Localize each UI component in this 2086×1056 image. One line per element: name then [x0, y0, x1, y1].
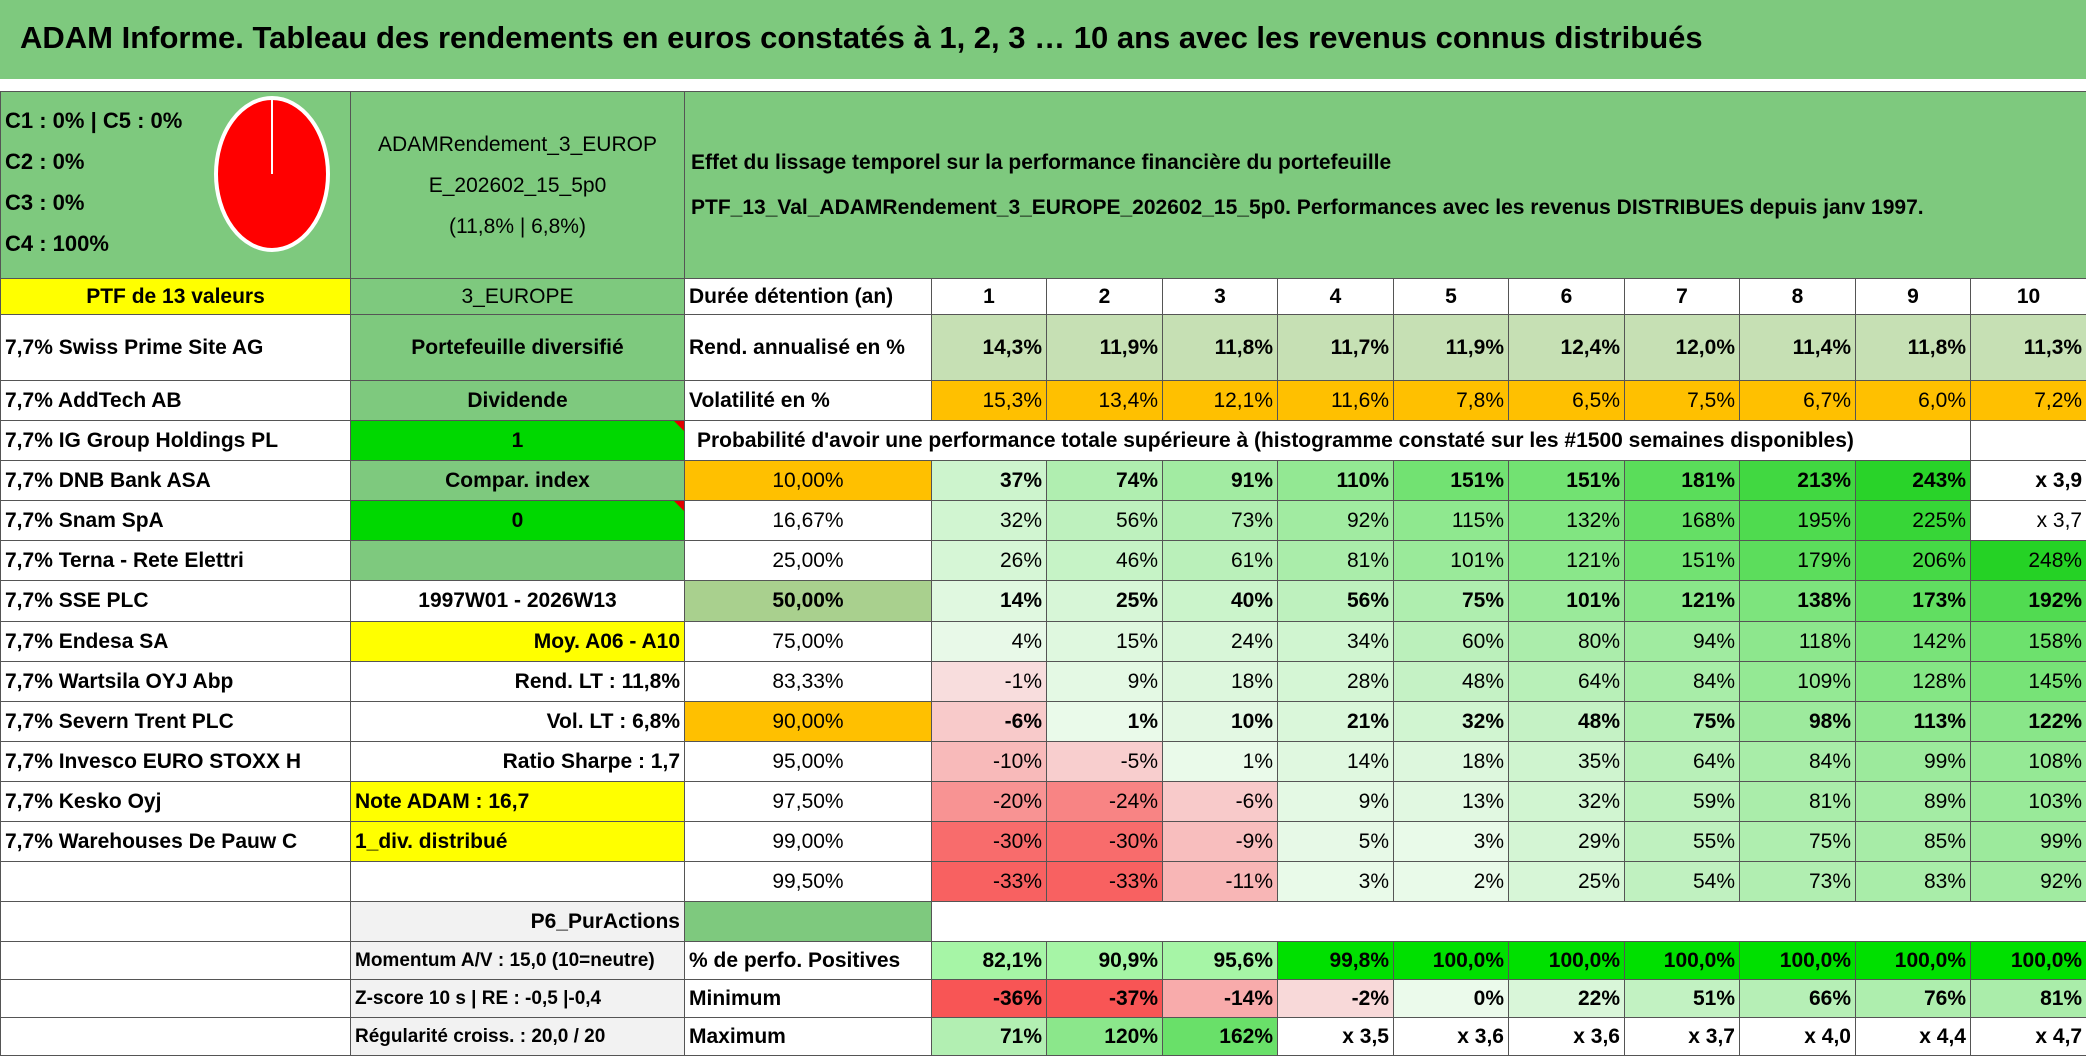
empty-cell [1278, 902, 1394, 942]
probability-value: 73% [1740, 862, 1856, 902]
probability-value: x 3,9 [1971, 461, 2086, 501]
probability-value: 54% [1625, 862, 1740, 902]
probability-value: 132% [1509, 501, 1625, 541]
probability-value: 213% [1740, 461, 1856, 501]
probability-value: 18% [1394, 742, 1509, 782]
rend-label: Rend. annualisé en % [685, 315, 932, 381]
min-value: -2% [1278, 980, 1394, 1018]
description-line2: PTF_13_Val_ADAMRendement_3_EUROPE_202602_15_5p0. Performances avec les revenus DISTRIBUES depuis janv 1997. [691, 185, 2082, 230]
table-row [1, 902, 2086, 942]
probability-value: 56% [1047, 501, 1163, 541]
probability-value: 84% [1740, 742, 1856, 782]
probability-value: 113% [1856, 702, 1971, 742]
probability-value: 158% [1971, 622, 2086, 662]
probability-value: 2% [1394, 862, 1509, 902]
holding-name: 7,7% Snam SpA [1, 501, 351, 541]
pos-value: 100,0% [1509, 942, 1625, 980]
compar-value: 0 [351, 501, 685, 541]
duration-label: Durée détention (an) [685, 279, 932, 315]
vol-lt: Vol. LT : 6,8% [351, 702, 685, 742]
vol-value: 12,1% [1163, 381, 1278, 421]
allocation-line: C2 : 0% [5, 141, 182, 182]
year-header: 4 [1278, 279, 1394, 315]
probability-value: 118% [1740, 622, 1856, 662]
title-bar [0, 0, 2086, 82]
probability-label: Probabilité d'avoir une performance totale supérieure à (histogramme constaté sur les #1500 semaines disponibles) [685, 421, 1971, 461]
probability-value: 94% [1625, 622, 1740, 662]
probability-threshold: 83,33% [685, 662, 932, 702]
probability-value: 121% [1509, 541, 1625, 581]
holding-name: 7,7% Warehouses De Pauw C [1, 822, 351, 862]
description-line1: Effet du lissage temporel sur la performance financière du portefeuille [691, 140, 2082, 185]
table-row [1, 980, 2086, 1018]
pos-value: 100,0% [1740, 942, 1856, 980]
probability-value: 73% [1163, 501, 1278, 541]
probability-value: 101% [1394, 541, 1509, 581]
probability-value: 4% [932, 622, 1047, 662]
rend-value: 11,7% [1278, 315, 1394, 381]
empty-cell [1, 862, 351, 902]
probability-value: 109% [1740, 662, 1856, 702]
compar-label: Compar. index [351, 461, 685, 501]
probability-value: 192% [1971, 581, 2086, 622]
max-value: x 4,7 [1971, 1018, 2086, 1056]
probability-value: 101% [1509, 581, 1625, 622]
probability-threshold: 99,50% [685, 862, 932, 902]
probability-value: 59% [1625, 782, 1740, 822]
rend-value: 12,4% [1509, 315, 1625, 381]
empty-cell [1, 1018, 351, 1056]
vol-value: 15,3% [932, 381, 1047, 421]
table-row [1, 279, 2086, 315]
table-row [1, 942, 2086, 980]
probability-value: 206% [1856, 541, 1971, 581]
min-value: -14% [1163, 980, 1278, 1018]
empty-cell [932, 902, 1047, 942]
portfolio-name-line1: ADAMRendement_3_EUROP [355, 124, 680, 165]
probability-value: 9% [1047, 662, 1163, 702]
probability-value: 115% [1394, 501, 1509, 541]
portfolio-header: PTF de 13 valeurs [1, 279, 351, 315]
allocation-line: C1 : 0% | C5 : 0% [5, 100, 182, 141]
probability-value: 1% [1163, 742, 1278, 782]
probability-value: 91% [1163, 461, 1278, 501]
probability-value: -11% [1163, 862, 1278, 902]
probability-value: 83% [1856, 862, 1971, 902]
empty-green-cell [351, 541, 685, 581]
portfolio-name-line3: (11,8% | 6,8%) [355, 206, 680, 247]
pos-value: 82,1% [932, 942, 1047, 980]
probability-value: -10% [932, 742, 1047, 782]
probability-value: 64% [1509, 662, 1625, 702]
probability-value: 84% [1625, 662, 1740, 702]
probability-threshold: 25,00% [685, 541, 932, 581]
probability-threshold: 99,00% [685, 822, 932, 862]
report-title: ADAM Informe. Tableau des rendements en euros constatés à 1, 2, 3 … 10 ans avec les revenus connus distribués [20, 20, 1703, 56]
portfolio-name-line2: E_202602_15_5p0 [355, 165, 680, 206]
portfolio-type: Portefeuille diversifié [351, 315, 685, 381]
table-row [1, 742, 2086, 782]
holding-name: 7,7% SSE PLC [1, 581, 351, 622]
dividend-label: Dividende [351, 381, 685, 421]
probability-threshold: 97,50% [685, 782, 932, 822]
probability-value: 181% [1625, 461, 1740, 501]
empty-cell [1509, 902, 1625, 942]
min-value: 51% [1625, 980, 1740, 1018]
probability-value: -30% [932, 822, 1047, 862]
min-value: 0% [1394, 980, 1509, 1018]
vol-value: 11,6% [1278, 381, 1394, 421]
zscore: Z-score 10 s | RE : -0,5 |-0,4 [351, 980, 685, 1018]
probability-value: -33% [932, 862, 1047, 902]
year-header: 1 [932, 279, 1047, 315]
pos-value: 100,0% [1971, 942, 2086, 980]
probability-value: 225% [1856, 501, 1971, 541]
moy-label: Moy. A06 - A10 [351, 622, 685, 662]
probability-value: 15% [1047, 622, 1163, 662]
probability-value: -5% [1047, 742, 1163, 782]
probability-value: 48% [1509, 702, 1625, 742]
probability-value: 48% [1394, 662, 1509, 702]
probability-value: 168% [1625, 501, 1740, 541]
probability-value: 64% [1625, 742, 1740, 782]
holding-name: 7,7% Wartsila OYJ Abp [1, 662, 351, 702]
vol-label: Volatilité en % [685, 381, 932, 421]
probability-value: 34% [1278, 622, 1394, 662]
portfolio-name-cell [351, 92, 685, 279]
probability-value: 75% [1740, 822, 1856, 862]
empty-cell [1740, 902, 1856, 942]
probability-value: 29% [1509, 822, 1625, 862]
table-row [1, 702, 2086, 742]
max-value: x 3,6 [1394, 1018, 1509, 1056]
probability-value: -24% [1047, 782, 1163, 822]
min-label: Minimum [685, 980, 932, 1018]
max-value: x 3,7 [1625, 1018, 1740, 1056]
table-row [1, 862, 2086, 902]
probability-value: 35% [1509, 742, 1625, 782]
year-header: 3 [1163, 279, 1278, 315]
probability-value: x 3,7 [1971, 501, 2086, 541]
min-value: 22% [1509, 980, 1625, 1018]
probability-threshold: 75,00% [685, 622, 932, 662]
max-value: 71% [932, 1018, 1047, 1056]
year-header: 9 [1856, 279, 1971, 315]
table-row [1, 421, 2086, 461]
table-row [1, 662, 2086, 702]
max-value: x 4,4 [1856, 1018, 1971, 1056]
probability-value: 248% [1971, 541, 2086, 581]
probability-threshold: 90,00% [685, 702, 932, 742]
regularite: Régularité croiss. : 20,0 / 20 [351, 1018, 685, 1056]
probability-value: -9% [1163, 822, 1278, 862]
vol-value: 6,5% [1509, 381, 1625, 421]
table-row [1, 381, 2086, 421]
probability-value: 179% [1740, 541, 1856, 581]
holding-name: 7,7% Invesco EURO STOXX H [1, 742, 351, 782]
probability-value: 32% [1394, 702, 1509, 742]
probability-value: 173% [1856, 581, 1971, 622]
sharpe-ratio: Ratio Sharpe : 1,7 [351, 742, 685, 782]
rend-lt: Rend. LT : 11,8% [351, 662, 685, 702]
vol-value: 6,7% [1740, 381, 1856, 421]
probability-value: 26% [932, 541, 1047, 581]
dividend-value: 1 [351, 421, 685, 461]
table-row [1, 501, 2086, 541]
probability-value: 81% [1740, 782, 1856, 822]
probability-value: 18% [1163, 662, 1278, 702]
probability-value: 128% [1856, 662, 1971, 702]
rend-value: 11,3% [1971, 315, 2086, 381]
probability-value: 13% [1394, 782, 1509, 822]
vol-value: 7,2% [1971, 381, 2086, 421]
empty-cell [1971, 902, 2086, 942]
probability-value: 24% [1163, 622, 1278, 662]
probability-value: 151% [1625, 541, 1740, 581]
probability-value: 25% [1047, 581, 1163, 622]
rend-value: 14,3% [932, 315, 1047, 381]
empty-cell [1163, 902, 1278, 942]
probability-value: 46% [1047, 541, 1163, 581]
probability-value: 25% [1509, 862, 1625, 902]
probability-value: 85% [1856, 822, 1971, 862]
probability-value: 108% [1971, 742, 2086, 782]
allocation-line: C4 : 100% [5, 223, 182, 264]
probability-value: 10% [1163, 702, 1278, 742]
table-row [1, 581, 2086, 622]
year-header: 7 [1625, 279, 1740, 315]
probability-value: 243% [1856, 461, 1971, 501]
max-value: 120% [1047, 1018, 1163, 1056]
probability-value: 5% [1278, 822, 1394, 862]
table-row [1, 622, 2086, 662]
vol-value: 7,8% [1394, 381, 1509, 421]
probability-value: 3% [1394, 822, 1509, 862]
description-cell [685, 92, 2086, 279]
year-header: 2 [1047, 279, 1163, 315]
probability-value: 99% [1971, 822, 2086, 862]
max-value: x 4,0 [1740, 1018, 1856, 1056]
pos-value: 100,0% [1856, 942, 1971, 980]
probability-value: 151% [1509, 461, 1625, 501]
report-table [0, 91, 2086, 1056]
period-label: 1997W01 - 2026W13 [351, 581, 685, 622]
allocation-lines [5, 100, 182, 264]
probability-value: 121% [1625, 581, 1740, 622]
probability-value: 32% [932, 501, 1047, 541]
table-row [1, 782, 2086, 822]
adam-note: Note ADAM : 16,7 [351, 782, 685, 822]
holding-name: 7,7% Kesko Oyj [1, 782, 351, 822]
pos-value: 99,8% [1278, 942, 1394, 980]
allocation-pie [214, 94, 334, 254]
rend-value: 11,4% [1740, 315, 1856, 381]
probability-value: 14% [1278, 742, 1394, 782]
table-row [1, 315, 2086, 381]
probability-value: 110% [1278, 461, 1394, 501]
empty-cell [1047, 902, 1163, 942]
probability-value: 75% [1394, 581, 1509, 622]
pos-value: 100,0% [1394, 942, 1509, 980]
pos-value: 90,9% [1047, 942, 1163, 980]
vol-value: 6,0% [1856, 381, 1971, 421]
rend-value: 11,8% [1163, 315, 1278, 381]
rend-value: 11,9% [1047, 315, 1163, 381]
probability-value: -1% [932, 662, 1047, 702]
vol-value: 7,5% [1625, 381, 1740, 421]
probability-value: 92% [1278, 501, 1394, 541]
pos-value: 95,6% [1163, 942, 1278, 980]
empty-cell [351, 862, 685, 902]
empty-cell [1856, 902, 1971, 942]
max-value: x 3,6 [1509, 1018, 1625, 1056]
rend-value: 11,9% [1394, 315, 1509, 381]
momentum: Momentum A/V : 15,0 (10=neutre) [351, 942, 685, 980]
probability-value: 40% [1163, 581, 1278, 622]
probability-value: 92% [1971, 862, 2086, 902]
min-value: -36% [932, 980, 1047, 1018]
empty-cell [1, 942, 351, 980]
max-value: x 3,5 [1278, 1018, 1394, 1056]
div-distrib: 1_div. distribué [351, 822, 685, 862]
probability-value: 74% [1047, 461, 1163, 501]
holding-name: 7,7% AddTech AB [1, 381, 351, 421]
probability-value: 103% [1971, 782, 2086, 822]
probability-value: 81% [1278, 541, 1394, 581]
year-header: 6 [1509, 279, 1625, 315]
empty-cell [1394, 902, 1509, 942]
max-value: 162% [1163, 1018, 1278, 1056]
empty-cell [1, 980, 351, 1018]
probability-value: -6% [932, 702, 1047, 742]
probability-value: 61% [1163, 541, 1278, 581]
probability-value: -30% [1047, 822, 1163, 862]
probability-value: 60% [1394, 622, 1509, 662]
empty-cell [1971, 421, 2086, 461]
probability-value: 99% [1856, 742, 1971, 782]
table-row [1, 822, 2086, 862]
probability-value: 75% [1625, 702, 1740, 742]
holding-name: 7,7% Terna - Rete Elettri [1, 541, 351, 581]
min-value: 81% [1971, 980, 2086, 1018]
probability-value: 9% [1278, 782, 1394, 822]
probability-value: 21% [1278, 702, 1394, 742]
probability-threshold: 16,67% [685, 501, 932, 541]
probability-value: -33% [1047, 862, 1163, 902]
probability-value: 122% [1971, 702, 2086, 742]
rend-value: 12,0% [1625, 315, 1740, 381]
min-value: 76% [1856, 980, 1971, 1018]
empty-green-cell [685, 902, 932, 942]
empty-cell [1625, 902, 1740, 942]
year-header: 10 [1971, 279, 2086, 315]
probability-value: 151% [1394, 461, 1509, 501]
probability-value: 56% [1278, 581, 1394, 622]
probability-value: 195% [1740, 501, 1856, 541]
probability-value: 3% [1278, 862, 1394, 902]
pos-value: 100,0% [1625, 942, 1740, 980]
year-header: 8 [1740, 279, 1856, 315]
probability-value: 32% [1509, 782, 1625, 822]
probability-value: 28% [1278, 662, 1394, 702]
probability-value: 138% [1740, 581, 1856, 622]
max-label: Maximum [685, 1018, 932, 1056]
holding-name: 7,7% DNB Bank ASA [1, 461, 351, 501]
empty-cell [1, 902, 351, 942]
probability-value: 89% [1856, 782, 1971, 822]
min-value: -37% [1047, 980, 1163, 1018]
probability-value: -6% [1163, 782, 1278, 822]
probability-value: 55% [1625, 822, 1740, 862]
allocation-line: C3 : 0% [5, 182, 182, 223]
table-row [1, 541, 2086, 581]
vol-value: 13,4% [1047, 381, 1163, 421]
probability-value: 142% [1856, 622, 1971, 662]
probability-value: 14% [932, 581, 1047, 622]
holding-name: 7,7% IG Group Holdings PL [1, 421, 351, 461]
probability-value: 80% [1509, 622, 1625, 662]
rend-value: 11,8% [1856, 315, 1971, 381]
year-header: 5 [1394, 279, 1509, 315]
probability-value: 145% [1971, 662, 2086, 702]
holding-name: 7,7% Endesa SA [1, 622, 351, 662]
holding-name: 7,7% Swiss Prime Site AG [1, 315, 351, 381]
holding-name: 7,7% Severn Trent PLC [1, 702, 351, 742]
purpose-label: P6_PurActions [351, 902, 685, 942]
min-value: 66% [1740, 980, 1856, 1018]
allocation-cell [1, 92, 351, 279]
probability-value: 37% [932, 461, 1047, 501]
region-label: 3_EUROPE [351, 279, 685, 315]
probability-threshold: 50,00% [685, 581, 932, 622]
table-row [1, 461, 2086, 501]
probability-threshold: 10,00% [685, 461, 932, 501]
table-row [1, 1018, 2086, 1056]
pos-label: % de perfo. Positives [685, 942, 932, 980]
probability-value: 1% [1047, 702, 1163, 742]
probability-threshold: 95,00% [685, 742, 932, 782]
probability-value: 98% [1740, 702, 1856, 742]
probability-value: -20% [932, 782, 1047, 822]
